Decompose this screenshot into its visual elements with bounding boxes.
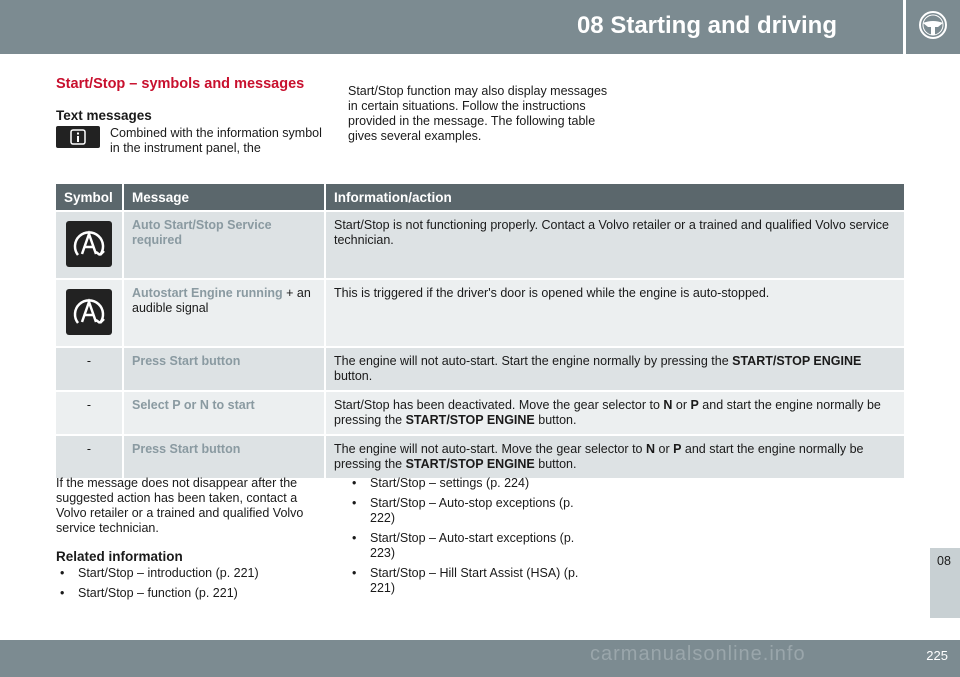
related-link[interactable]: • Start/Stop – settings (p. 224) — [350, 476, 590, 491]
information-text: Start/Stop has been deactivated. Move the gear selector to — [334, 398, 664, 412]
table-row — [56, 391, 904, 435]
message-cell — [123, 211, 325, 279]
symbol-dash: - — [86, 442, 92, 456]
symbol-cell — [56, 391, 123, 435]
information-cell — [325, 279, 904, 347]
symbol-dash: - — [86, 354, 92, 368]
symbol-cell — [56, 211, 123, 279]
chapter-icon-box — [906, 0, 960, 54]
page-number: 225 — [926, 648, 948, 663]
message-cell — [123, 279, 325, 347]
watermark: carmanualsonline.info — [590, 643, 806, 665]
information-cell — [325, 347, 904, 391]
information-text: The engine will not auto-start. Start the engine normally by pressing the — [334, 354, 733, 368]
message-text: Press Start button — [132, 354, 241, 368]
steering-wheel-icon — [918, 10, 948, 40]
message-cell — [123, 347, 325, 391]
message-text: Select P or N to start — [132, 398, 255, 412]
information-text: or — [655, 442, 674, 456]
information-cell — [325, 391, 904, 435]
information-emphasis: P — [673, 442, 682, 456]
information-symbol — [56, 126, 100, 148]
message-cell — [123, 391, 325, 435]
information-emphasis: N — [663, 398, 673, 412]
page-header — [0, 0, 903, 54]
information-text: button. — [534, 413, 577, 427]
auto-start-stop-icon — [66, 221, 112, 267]
related-link[interactable]: • Start/Stop – Auto-start exceptions (p. 223) — [350, 531, 590, 561]
information-emphasis: START/STOP ENGINE — [405, 457, 535, 471]
message-suffix: + an audible signal — [132, 286, 311, 315]
information-emphasis: START/STOP ENGINE — [732, 354, 862, 368]
chapter-tab-label: 08 — [937, 554, 951, 568]
chapter-title: 08 Starting and driving — [576, 12, 837, 39]
information-emphasis: START/STOP ENGINE — [405, 413, 535, 427]
related-information-heading: Related information — [56, 549, 183, 564]
auto-start-stop-icon — [66, 289, 112, 335]
related-link[interactable]: • Start/Stop – Auto-stop exceptions (p. 222) — [350, 496, 590, 526]
related-link[interactable]: • Start/Stop – Hill Start Assist (HSA) (p. 221) — [350, 566, 590, 596]
related-link[interactable]: • Start/Stop – introduction (p. 221) — [58, 566, 338, 581]
message-cell — [123, 435, 325, 478]
column-header-message: Message — [123, 184, 325, 211]
table-row — [56, 279, 904, 347]
information-text: button. — [534, 457, 577, 471]
table-header-row — [56, 184, 904, 211]
message-text: Press Start button — [132, 442, 241, 456]
message-text: Auto Start/Stop Service required — [132, 218, 272, 247]
page-footer — [0, 640, 960, 677]
information-text: and start the engine normally be pressing the — [334, 398, 881, 427]
symbol-cell — [56, 279, 123, 347]
information-emphasis: P — [690, 398, 699, 412]
symbol-cell — [56, 435, 123, 478]
information-text: Start/Stop is not functioning properly. Contact a Volvo retailer or a trained and qualified Volvo service technician. — [334, 218, 889, 247]
message-text: Autostart Engine running — [132, 286, 283, 300]
subheading: Text messages — [56, 108, 152, 123]
chapter-tab[interactable] — [930, 548, 960, 618]
information-text: or — [672, 398, 691, 412]
information-icon — [70, 129, 86, 145]
symbol-dash: - — [86, 398, 92, 412]
information-text: This is triggered if the driver's door is opened while the engine is auto-stopped. — [334, 286, 770, 300]
table-row — [56, 347, 904, 391]
information-text: The engine will not auto-start. Move the gear selector to — [334, 442, 646, 456]
column-header-information: Information/action — [325, 184, 904, 211]
messages-table — [56, 184, 904, 478]
table-row — [56, 211, 904, 279]
closing-text: If the message does not disappear after the suggested action has been taken, contact a Volvo retailer or a trained and qualified Volvo service technician. — [56, 476, 304, 535]
related-list-left — [58, 566, 338, 606]
related-link[interactable]: • Start/Stop – function (p. 221) — [58, 586, 338, 601]
information-text: and start the engine normally be pressing the — [334, 442, 864, 471]
related-list-right — [350, 476, 590, 601]
information-text: button. — [334, 369, 373, 383]
table-row — [56, 435, 904, 478]
section-title: Start/Stop – symbols and messages — [56, 76, 305, 92]
information-cell — [325, 435, 904, 478]
intro-text-left: Combined with the information symbol in the instrument panel, the — [110, 126, 322, 155]
intro-text-right: Start/Stop function may also display messages in certain situations. Follow the instructions provided in the message. The following table gives several examples. — [348, 84, 608, 143]
information-cell — [325, 211, 904, 279]
column-header-symbol: Symbol — [56, 184, 123, 211]
information-emphasis: N — [645, 442, 656, 456]
symbol-cell — [56, 347, 123, 391]
